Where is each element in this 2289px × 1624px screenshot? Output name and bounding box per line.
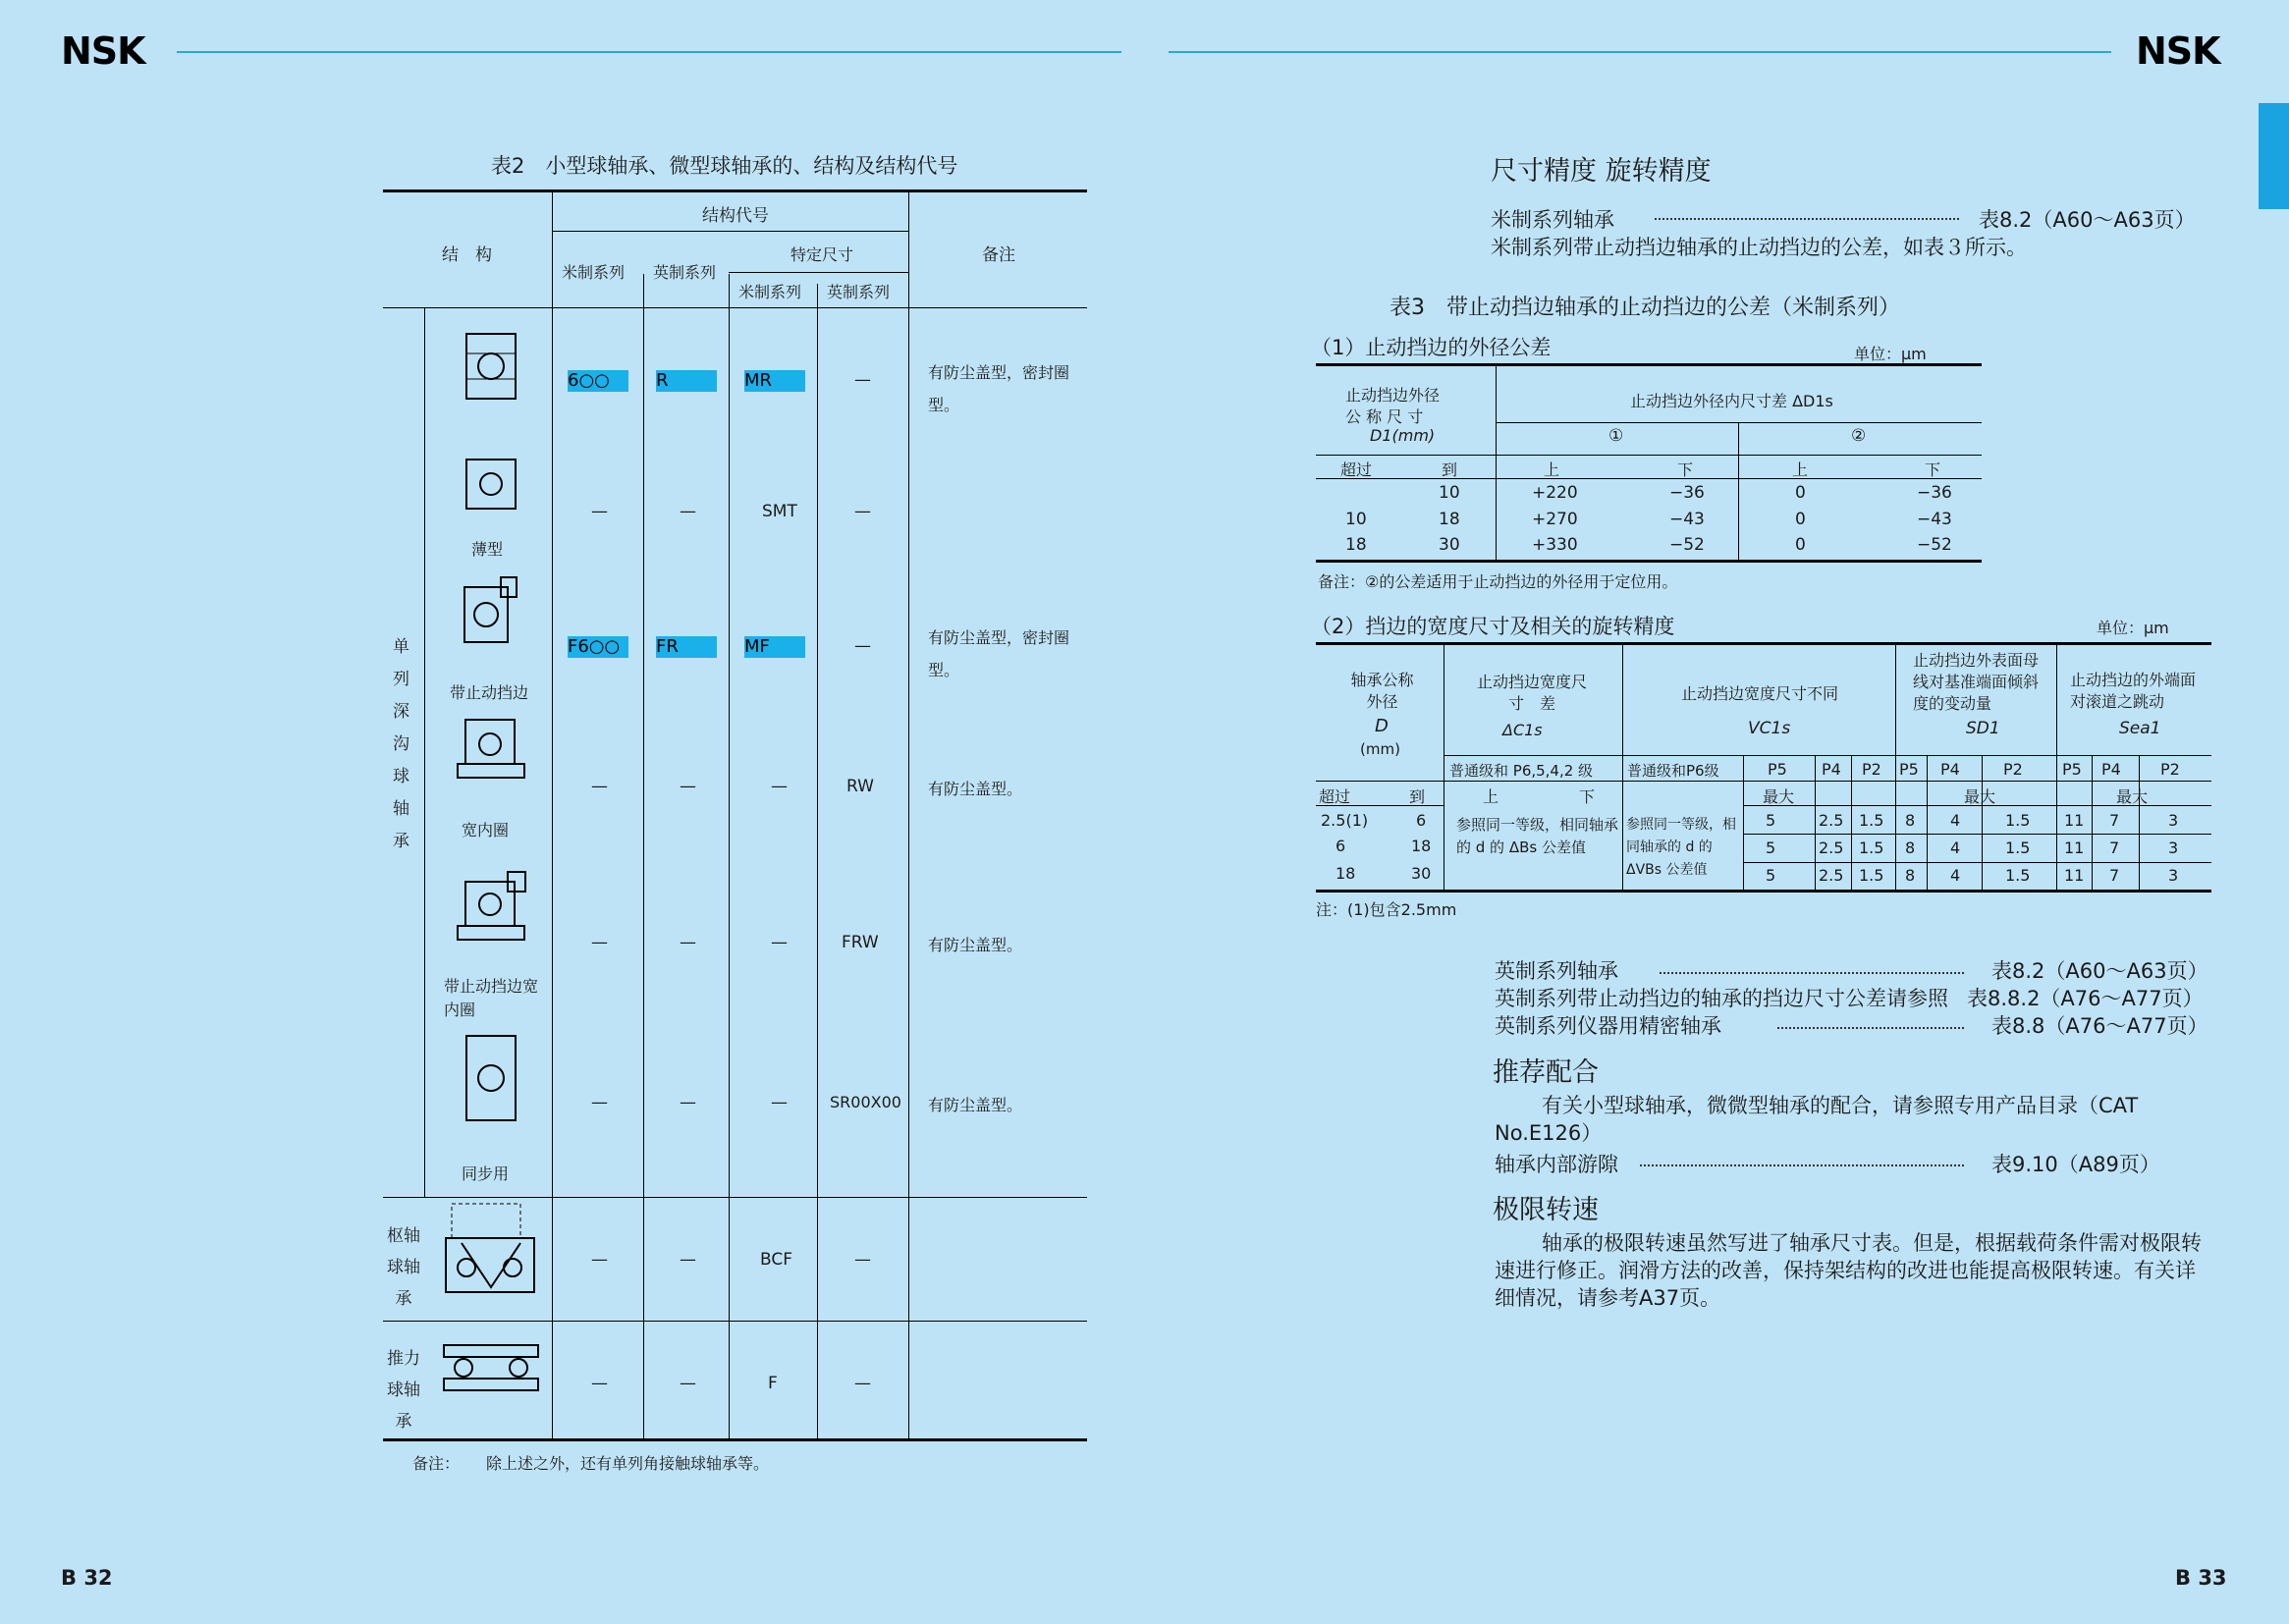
t3b-r0-c7: 1.5 [2005, 811, 2031, 830]
code-metric-r3: — [591, 777, 608, 796]
hdr-structure: 结 构 [442, 245, 492, 265]
t3a-r0-up1: +220 [1532, 483, 1578, 503]
t3a-r2-to: 30 [1439, 535, 1460, 555]
page-number-right: B 33 [2175, 1566, 2227, 1590]
t3a-r0-up2: 0 [1795, 483, 1806, 503]
t3a-up2: 上 [1792, 460, 1809, 479]
t3b-r2-c3: 2.5 [1819, 866, 1844, 885]
t3a-r1-over: 10 [1345, 510, 1367, 529]
code-spm-r0: MR [744, 370, 805, 392]
code-spm-r7: F [768, 1374, 778, 1393]
t3b-h3b: VC1s [1748, 719, 1791, 738]
t3b-r0-c2: 5 [1766, 811, 1776, 830]
t3a-h-dev: 止动挡边外径内尺寸差 ΔD1s [1630, 392, 1833, 410]
code-metric-r7: — [591, 1374, 608, 1393]
speed-text: 轴承的极限转速虽然写进了轴承尺寸表。但是，根据载荷条件需对极限转速进行修正。润滑方法的改善，保持架结构的改进也能提高极限转速。有关详细情况，请参考A37页。 [1495, 1231, 2202, 1310]
table3b-subtitle: （2）挡边的宽度尺寸及相关的旋转精度 [1311, 615, 1675, 638]
t3b-max-c: 最大 [2116, 787, 2149, 806]
code-inch-r2: FR [656, 636, 717, 658]
t3a-r0-down2: −36 [1917, 483, 1952, 503]
group-pivot: 枢轴球轴承 [387, 1226, 420, 1309]
remark-r3: 有防尘盖型。 [928, 780, 1023, 798]
code-spi-r7: — [854, 1374, 871, 1393]
row-label-flanged: 带止动挡边 [450, 683, 529, 702]
t3b-r2-c4: 1.5 [1859, 866, 1884, 885]
page-edge-tab [2259, 103, 2289, 209]
t3b-r0-c6: 4 [1950, 811, 1961, 830]
t3b-p5-a: P5 [1768, 760, 1787, 779]
bearing-pivot-icon [442, 1199, 540, 1297]
table2-footnote-text: 除上述之外，还有单列角接触球轴承等。 [486, 1454, 770, 1473]
group-deep-groove: 单列深沟球轴承 [393, 637, 409, 851]
t3b-p2-a: P2 [1862, 760, 1881, 779]
t3a-r2-up2: 0 [1795, 535, 1806, 555]
t3b-p2-b: P2 [2003, 760, 2023, 779]
code-inch-r4: — [680, 933, 696, 952]
group-thrust: 推力球轴承 [387, 1349, 420, 1432]
t3a-r1-up1: +270 [1532, 510, 1578, 529]
inch2-label: 英制系列带止动挡边的轴承的挡边尺寸公差请参照 [1495, 987, 1948, 1010]
table2-footnote-label: 备注： [412, 1454, 461, 1473]
clearance-ref: 表9.10（A89页） [1991, 1153, 2160, 1176]
t3b-r1-to: 18 [1411, 837, 1432, 855]
t3b-r2-c7: 1.5 [2005, 866, 2031, 885]
remark-r4: 有防尘盖型。 [928, 936, 1023, 954]
remark-r5: 有防尘盖型。 [928, 1096, 1023, 1114]
table3a-subtitle: （1）止动挡边的外径公差 [1311, 336, 1552, 359]
t3a-down2: 下 [1925, 460, 1941, 479]
t3b-g1: 普通级和 P6,5,4,2 级 [1449, 762, 1594, 780]
t3a-r1-down2: −43 [1917, 510, 1952, 529]
bearing-wide-inner-icon [454, 715, 528, 784]
code-metric-r1: — [591, 502, 608, 521]
t3b-r1-c6: 4 [1950, 839, 1961, 857]
t3b-h1b: D [1375, 716, 1389, 736]
fit-title: 推荐配合 [1493, 1057, 1599, 1088]
t3a-c1: ① [1608, 426, 1624, 446]
t3b-r1-c4: 1.5 [1859, 839, 1884, 857]
code-inch-r5: — [680, 1093, 696, 1112]
t3b-r1-over: 6 [1335, 837, 1346, 855]
inch3-label: 英制系列仪器用精密轴承 [1495, 1014, 1721, 1038]
inch3-dots [1777, 1027, 1964, 1029]
t3a-h-dim3: D1(mm) [1370, 426, 1436, 445]
metric-heading: 米制系列轴承 [1491, 208, 1614, 232]
hdr-inch: 英制系列 [653, 263, 717, 282]
code-metric-r6: — [591, 1250, 608, 1270]
hdr-remark: 备注 [982, 245, 1015, 265]
t3b-down: 下 [1579, 787, 1596, 806]
t3a-up1: 上 [1544, 460, 1560, 479]
hdr-special-metric: 米制系列 [738, 283, 802, 301]
header-rule-left [177, 51, 1121, 53]
t3b-r2-c2: 5 [1766, 866, 1776, 885]
t3a-r2-up1: +330 [1532, 535, 1578, 555]
t3a-r2-down2: −52 [1917, 535, 1952, 555]
t3b-ref2: 参照同一等级，相同轴承的 d 的 ΔVBs 公差值 [1626, 817, 1736, 878]
t3b-h5: 止动挡边的外端面对滚道之跳动 [2070, 671, 2197, 711]
code-metric-r0: 6○○ [568, 370, 628, 392]
t3a-r2-down1: −52 [1669, 535, 1705, 555]
t3b-r1-c10: 3 [2168, 839, 2179, 857]
table2 [383, 189, 1087, 1441]
t3b-r0-c9: 7 [2109, 811, 2120, 830]
bearing-deep-groove-icon [462, 332, 520, 401]
hdr-special: 特定尺寸 [790, 245, 854, 264]
code-spm-r4: — [771, 933, 788, 952]
code-spi-r6: — [854, 1250, 871, 1270]
row-label-sync: 同步用 [462, 1164, 510, 1183]
code-spi-r0: — [854, 370, 871, 390]
fit-text: 有关小型球轴承，微微型轴承的配合，请参照专用产品目录（CAT No.E126） [1495, 1094, 2139, 1145]
inch1-label: 英制系列轴承 [1495, 959, 1618, 983]
code-spi-r2: — [854, 636, 871, 656]
table3b [1316, 642, 2211, 893]
table3a [1316, 363, 1982, 563]
t3b-p4-b: P4 [1940, 760, 1960, 779]
t3a-r1-down1: −43 [1669, 510, 1705, 529]
code-spi-r4: FRW [842, 933, 879, 952]
hdr-code: 结构代号 [702, 206, 769, 226]
t3b-r2-over: 18 [1335, 864, 1356, 883]
t3b-max-b: 最大 [1964, 787, 1996, 806]
t3a-to: 到 [1442, 460, 1458, 479]
remark-r2: 有防尘盖型，密封圈型。 [928, 628, 1070, 679]
brand-logo-right: NSK [2136, 29, 2220, 73]
t3b-ref1: 参照同一等级，相同轴承的 d 的 ΔBs 公差值 [1456, 816, 1619, 856]
code-spm-r6: BCF [760, 1250, 793, 1270]
t3b-max-a: 最大 [1763, 787, 1795, 806]
t3b-p5-b: P5 [1899, 760, 1919, 779]
code-spm-r1: SMT [762, 502, 797, 521]
code-metric-r5: — [591, 1093, 608, 1112]
t3b-r0-c3: 2.5 [1819, 811, 1844, 830]
table2-title: 表2 小型球轴承、微型球轴承的、结构及结构代号 [491, 154, 958, 178]
row-label-wide: 宽内圈 [462, 821, 510, 839]
bearing-flanged-icon [457, 575, 525, 646]
t3a-over: 超过 [1340, 460, 1373, 479]
t3b-r2-c10: 3 [2168, 866, 2179, 885]
t3b-r1-c2: 5 [1766, 839, 1776, 857]
t3b-r1-c8: 11 [2064, 839, 2085, 857]
t3a-r1-to: 18 [1439, 510, 1460, 529]
code-spi-r1: — [854, 502, 871, 521]
t3b-r1-c9: 7 [2109, 839, 2120, 857]
table3b-note: 注：(1)包含2.5mm [1316, 900, 1457, 919]
t3a-c2: ② [1851, 426, 1867, 446]
code-inch-r1: — [680, 502, 696, 521]
page-number-left: B 32 [61, 1566, 113, 1590]
code-spi-r5: SR00X00 [830, 1093, 901, 1111]
t3b-r0-c5: 8 [1905, 811, 1916, 830]
t3b-h2b: ΔC1s [1502, 721, 1543, 739]
inch3-ref: 表8.8（A76～A77页） [1991, 1014, 2208, 1038]
t3b-r1-c5: 8 [1905, 839, 1916, 857]
remark-r0: 有防尘盖型，密封圈型。 [928, 363, 1070, 414]
t3b-p4-a: P4 [1822, 760, 1841, 779]
code-inch-r6: — [680, 1250, 696, 1270]
t3a-down1: 下 [1677, 460, 1694, 479]
code-spi-r3: RW [846, 777, 874, 796]
t3b-h1: 轴承公称外径 [1350, 671, 1414, 711]
t3a-r0-down1: −36 [1669, 483, 1705, 503]
t3b-over: 超过 [1319, 787, 1351, 806]
t3b-h3: 止动挡边宽度尺寸不同 [1681, 684, 1839, 703]
code-spm-r5: — [771, 1093, 788, 1112]
t3b-r2-to: 30 [1411, 864, 1432, 883]
t3b-h2: 止动挡边宽度尺 寸 差 [1476, 673, 1604, 713]
t3b-h4b: SD1 [1966, 719, 2000, 738]
bearing-thrust-icon [442, 1343, 540, 1392]
row-label-flanged-wide: 带止动挡边宽内圈 [444, 977, 539, 1019]
t3b-h5b: Sea1 [2119, 719, 2161, 738]
speed-title: 极限转速 [1493, 1195, 1599, 1225]
code-spm-r2: MF [744, 636, 805, 658]
t3b-r2-c8: 11 [2064, 866, 2085, 885]
header-rule-right [1169, 51, 2111, 53]
t3b-r0-c10: 3 [2168, 811, 2179, 830]
t3b-r1-c7: 1.5 [2005, 839, 2031, 857]
t3a-r2-over: 18 [1345, 535, 1367, 555]
table3-title: 表3 带止动挡边轴承的止动挡边的公差（米制系列） [1390, 296, 1900, 320]
t3b-r0-to: 6 [1416, 811, 1427, 830]
metric-desc: 米制系列带止动挡边轴承的止动挡边的公差，如表３所示。 [1491, 236, 2027, 259]
t3b-up: 上 [1483, 787, 1499, 806]
inch2-ref: 表8.8.2（A76～A77页） [1967, 987, 2204, 1010]
table3b-unit: 单位：μm [2097, 619, 2169, 637]
t3b-to: 到 [1409, 787, 1426, 806]
section-title-precision: 尺寸精度 旋转精度 [1491, 156, 1712, 187]
code-spm-r3: — [771, 777, 788, 796]
hdr-special-inch: 英制系列 [827, 283, 891, 301]
bearing-thin-icon [462, 455, 520, 514]
metric-dots [1655, 218, 1959, 220]
hdr-metric: 米制系列 [562, 263, 626, 282]
t3b-r2-c6: 4 [1950, 866, 1961, 885]
code-metric-r4: — [591, 933, 608, 952]
t3b-h1c: (mm) [1360, 740, 1400, 758]
inch1-ref: 表8.2（A60～A63页） [1991, 959, 2208, 983]
table3a-unit: 单位：μm [1854, 345, 1927, 363]
bearing-flanged-wide-icon [454, 867, 532, 946]
code-metric-r2: F6○○ [568, 636, 628, 658]
code-inch-r7: — [680, 1374, 696, 1393]
t3b-r2-c5: 8 [1905, 866, 1916, 885]
brand-logo-left: NSK [61, 29, 145, 73]
t3a-r1-up2: 0 [1795, 510, 1806, 529]
code-inch-r0: R [656, 370, 717, 392]
table3a-note: 备注：②的公差适用于止动挡边的外径用于定位用。 [1318, 572, 1678, 591]
t3b-r0-c8: 11 [2064, 811, 2085, 830]
t3b-p2-c: P2 [2160, 760, 2180, 779]
inch1-dots [1660, 972, 1964, 974]
clearance-label: 轴承内部游隙 [1495, 1153, 1618, 1176]
row-label-thin: 薄型 [471, 540, 504, 559]
t3b-r0-c4: 1.5 [1859, 811, 1884, 830]
t3a-r0-to: 10 [1439, 483, 1460, 503]
t3b-p4-c: P4 [2101, 760, 2121, 779]
t3b-p5-c: P5 [2062, 760, 2082, 779]
metric-ref: 表8.2（A60～A63页） [1979, 208, 2196, 232]
t3b-r2-c9: 7 [2109, 866, 2120, 885]
t3a-h-dim2: 公 称 尺 寸 [1345, 407, 1424, 426]
t3b-r1-c3: 2.5 [1819, 839, 1844, 857]
t3b-h4: 止动挡边外表面母线对基准端面倾斜度的变动量 [1913, 651, 2040, 713]
t3b-r0-over: 2.5(1) [1321, 811, 1369, 830]
clearance-dots [1640, 1164, 1964, 1166]
t3a-h-dim1: 止动挡边外径 [1345, 386, 1441, 405]
bearing-sync-icon [462, 1034, 520, 1122]
t3b-g2: 普通级和P6级 [1627, 762, 1719, 780]
code-inch-r3: — [680, 777, 696, 796]
